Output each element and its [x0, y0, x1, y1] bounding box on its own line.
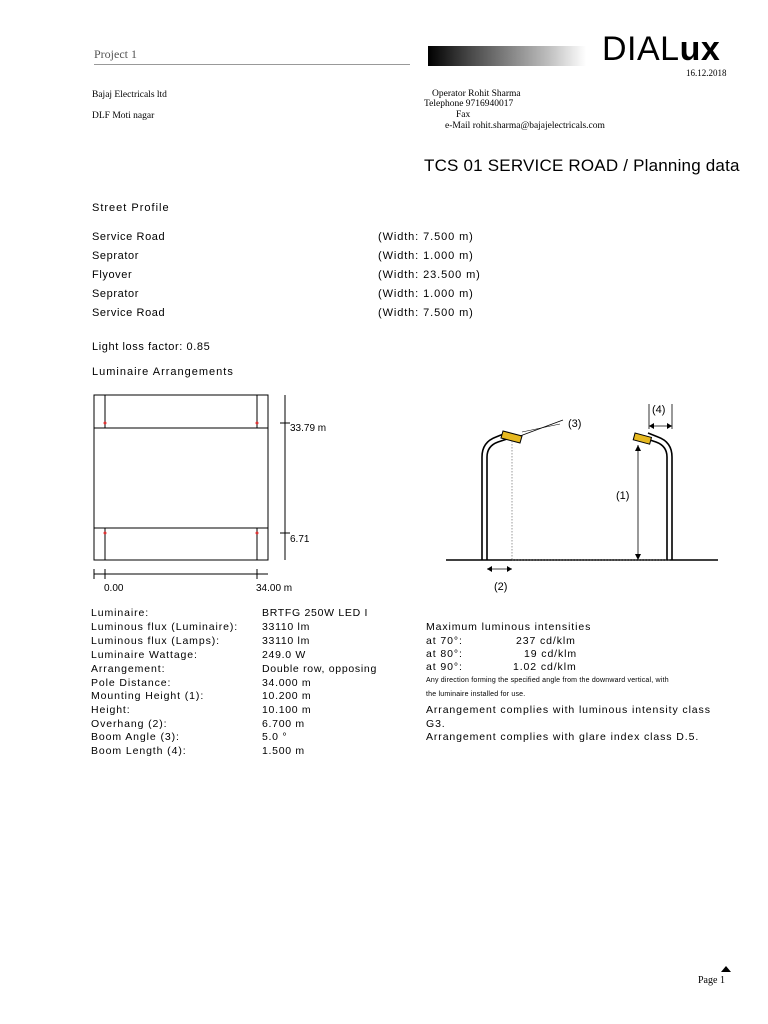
spec-value: 10.200 m [262, 690, 312, 702]
spec-value: 5.0 ° [262, 731, 288, 743]
intensities-heading: Maximum luminous intensities [426, 621, 592, 633]
logo-bold: ux [679, 30, 721, 68]
spec-label: Overhang (2): [91, 718, 168, 730]
intensity-note: Any direction forming the specified angle from the downward vertical, with [426, 677, 669, 684]
spec-value: 1.500 m [262, 745, 305, 757]
plan-outline [94, 395, 268, 560]
label-boom-angle: (3) [568, 418, 582, 430]
light-loss-factor: Light loss factor: 0.85 [92, 341, 211, 353]
pole-diagram [440, 395, 730, 600]
project-name: Project 1 [94, 47, 137, 61]
intensity-angle: at 70°: [426, 635, 463, 647]
company-address: DLF Moti nagar [92, 111, 155, 121]
plan-dim-bottom: 6.71 [290, 534, 310, 545]
arrangement-heading: Luminaire Arrangements [92, 366, 234, 378]
glare-class: Arrangement complies with glare index class D.5. [426, 731, 700, 743]
spec-value: Double row, opposing [262, 663, 377, 675]
dialux-logo [602, 30, 720, 69]
plan-x-end: 34.00 m [256, 583, 293, 594]
street-row-name: Service Road [92, 307, 166, 319]
intensity-class: Arrangement complies with luminous intensity class [426, 704, 711, 716]
spec-value: 10.100 m [262, 704, 312, 716]
page-up-icon[interactable] [720, 965, 732, 973]
page-number: Page 1 [698, 975, 725, 986]
page-title: TCS 01 SERVICE ROAD / Planning data [424, 156, 740, 175]
spec-label: Luminous flux (Lamps): [91, 635, 220, 647]
street-row-width: (Width: 1.000 m) [378, 250, 474, 262]
boom-angle-line [522, 424, 560, 432]
intensity-value: 19 cd/klm [524, 648, 578, 660]
spec-label: Boom Length (4): [91, 745, 187, 757]
left-pole [482, 433, 506, 560]
left-luminaire [501, 431, 522, 443]
intensity-note: the luminaire installed for use. [426, 691, 526, 698]
right-pole [648, 433, 672, 560]
luminaire-marker [104, 422, 107, 425]
operator-name: Operator Rohit Sharma [432, 89, 521, 99]
street-row-width: (Width: 23.500 m) [378, 269, 481, 281]
spec-value: 33110 lm [262, 635, 311, 647]
street-row-name: Flyover [92, 269, 133, 281]
intensity-angle: at 90°: [426, 661, 463, 673]
spec-label: Boom Angle (3): [91, 731, 180, 743]
street-row-name: Seprator [92, 288, 139, 300]
intensity-value: 237 cd/klm [516, 635, 576, 647]
spec-label: Luminous flux (Luminaire): [91, 621, 239, 633]
label-boom-length: (4) [652, 404, 666, 416]
spec-value: 33110 lm [262, 621, 311, 633]
spec-value: BRTFG 250W LED I [262, 607, 369, 619]
spec-label: Luminaire Wattage: [91, 649, 198, 661]
company-name: Bajaj Electricals ltd [92, 90, 167, 100]
intensity-value: 1.02 cd/klm [513, 661, 577, 673]
spec-value: 249.0 W [262, 649, 307, 661]
street-row-name: Seprator [92, 250, 139, 262]
header-rule [94, 64, 410, 65]
luminaire-marker [104, 532, 107, 535]
arrow-head [667, 423, 672, 429]
luminaire-marker [256, 532, 259, 535]
arrow-head [507, 566, 512, 572]
street-row-width: (Width: 7.500 m) [378, 231, 474, 243]
right-pole-inner [647, 439, 667, 560]
arrow-head [635, 445, 641, 451]
label-height: (1) [616, 490, 630, 502]
arrow-head [649, 423, 654, 429]
spec-label: Arrangement: [91, 663, 166, 675]
spec-label: Luminaire: [91, 607, 150, 619]
spec-label: Height: [91, 704, 131, 716]
street-row-width: (Width: 1.000 m) [378, 288, 474, 300]
right-luminaire [633, 433, 651, 444]
left-pole-inner [487, 439, 507, 560]
street-profile-heading: Street Profile [92, 202, 170, 214]
arrow-head [487, 566, 492, 572]
plan-diagram [80, 385, 340, 600]
spec-label: Mounting Height (1): [91, 690, 205, 702]
spec-label: Pole Distance: [91, 677, 172, 689]
logo-gradient-bar [428, 46, 586, 66]
intensity-angle: at 80°: [426, 648, 463, 660]
operator-email: e-Mail rohit.sharma@bajajelectricals.com [445, 121, 605, 131]
plan-x-start: 0.00 [104, 583, 124, 594]
label-overhang: (2) [494, 581, 508, 593]
operator-fax: Fax [456, 110, 471, 120]
spec-value: 34.000 m [262, 677, 312, 689]
report-date: 16.12.2018 [686, 68, 727, 78]
plan-dim-top: 33.79 m [290, 423, 327, 434]
logo-regular: DIAL [602, 30, 680, 68]
arrow-head [635, 554, 641, 560]
spec-value: 6.700 m [262, 718, 305, 730]
street-row-width: (Width: 7.500 m) [378, 307, 474, 319]
street-row-name: Service Road [92, 231, 166, 243]
intensity-class-value: G3. [426, 718, 446, 730]
luminaire-marker [256, 422, 259, 425]
operator-telephone: Telephone 9716940017 [424, 99, 514, 109]
